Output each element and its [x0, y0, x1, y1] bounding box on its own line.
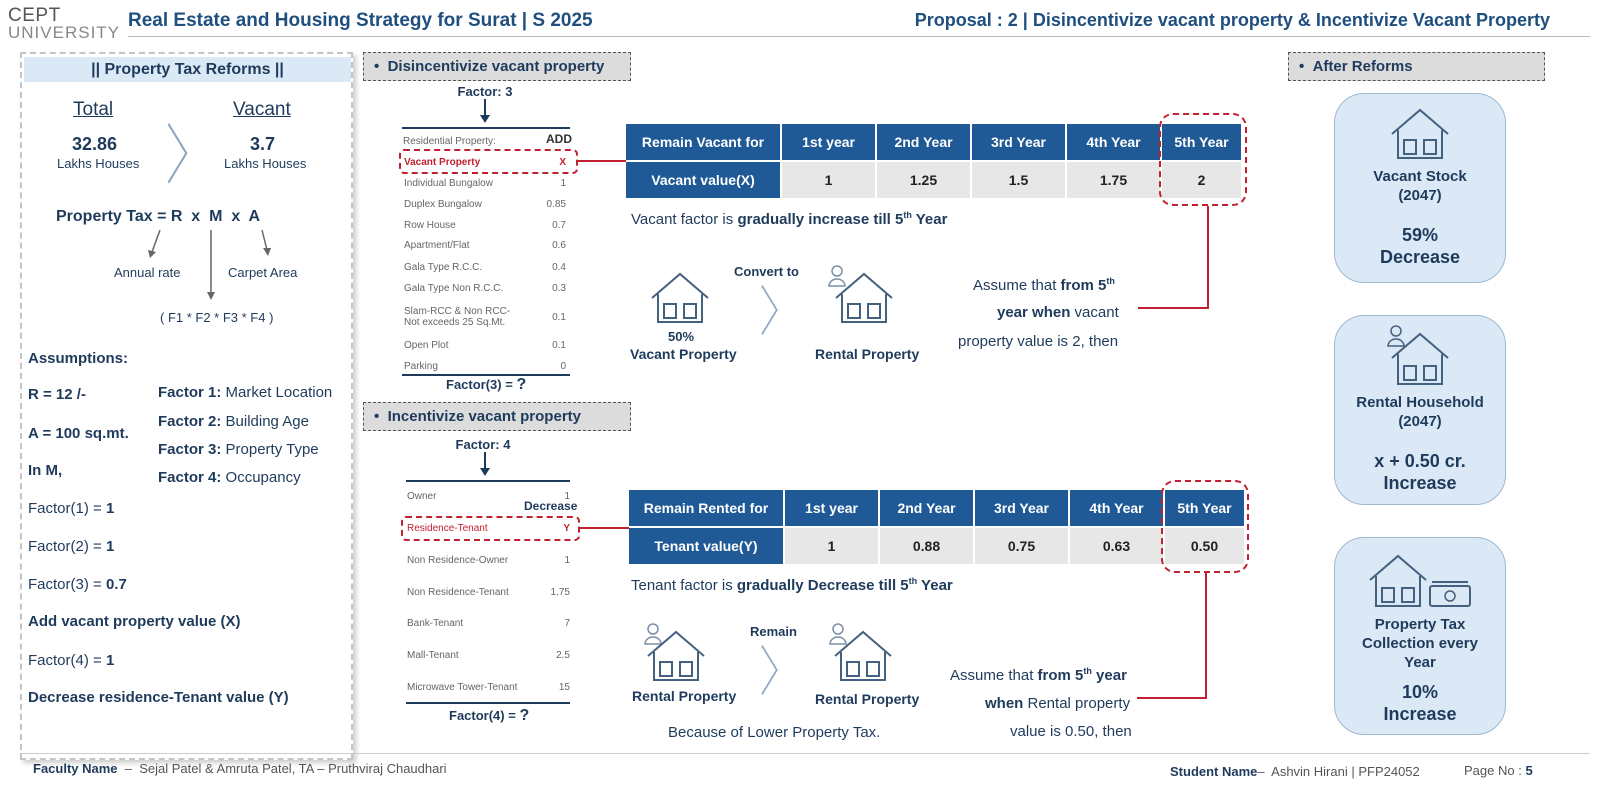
vacant-property-highlight	[399, 149, 578, 174]
table-header-cell: 4th Year	[1070, 490, 1163, 526]
property-type-item	[404, 361, 438, 372]
tenant-house-icon	[1384, 324, 1456, 388]
tenant-factor-note: Tenant factor is gradually Decrease till 5th Year	[631, 576, 953, 594]
rental-property-label: Rental Property	[632, 688, 737, 704]
card-subtitle: (2047)	[1398, 413, 1442, 430]
card-value: x + 0.50 cr.	[1374, 451, 1466, 471]
annual-rate-label: Annual rate	[114, 265, 181, 280]
page-title: Real Estate and Housing Strategy for Surat | S 2025	[128, 10, 593, 31]
house-icon	[648, 270, 712, 326]
card-value-label: Increase	[1383, 473, 1457, 493]
table-cell: 1.25	[877, 162, 970, 198]
because-note: Because of Lower Property Tax.	[668, 724, 881, 741]
assume-line3: value is 0.50, then	[1010, 723, 1132, 740]
tenant-value-table	[627, 488, 1246, 566]
connector-vertical	[1207, 206, 1209, 309]
footer-divider	[20, 753, 1590, 754]
vacant-label: Vacant	[233, 99, 291, 120]
factor3-arrow	[484, 99, 486, 116]
rental-property-label: Rental Property	[815, 691, 920, 707]
factor3-top-rule	[402, 127, 570, 129]
table-cell: 2	[1162, 162, 1241, 198]
year5-highlight	[1161, 480, 1249, 573]
add-vacant-text: Add vacant property value (X)	[28, 613, 241, 630]
disincentivize-section-title: • Disincentivize vacant property	[363, 52, 631, 81]
total-label: Total	[73, 99, 114, 120]
factor3-title: Factor: 3	[457, 84, 513, 99]
factor4-def: Factor 4: Occupancy	[158, 469, 301, 486]
table-cell: 1.5	[972, 162, 1065, 198]
chevron-right-icon: 〉	[760, 641, 799, 704]
header-divider	[128, 36, 1590, 37]
after-reforms-title: • After Reforms	[1288, 52, 1545, 81]
factor3-def: Factor 3: Property Type	[158, 441, 319, 458]
item-value: 0.6	[552, 240, 566, 251]
vacant-value-table	[624, 122, 1243, 200]
occupancy-item-label: Non Residence-Owner	[407, 555, 509, 566]
student-info: Student Name– Ashvin Hirani | PFP24052	[1170, 764, 1420, 779]
item-label-line2: Not exceeds 25 Sq.Mt.	[404, 317, 506, 328]
property-type-item	[404, 283, 503, 294]
table-header-cell: 3rd Year	[972, 124, 1065, 160]
item-label: Duplex Bungalow	[404, 199, 482, 210]
logo-cept: CEPT	[8, 5, 61, 26]
tax-formula: Property Tax = R x M x A	[56, 208, 261, 225]
table-header-cell: 2nd Year	[880, 490, 973, 526]
occupancy-item-label: Microwave Tower-Tenant	[407, 682, 518, 693]
connector-horizontal	[1138, 307, 1209, 309]
occupancy-item-label: Residence-Tenant	[407, 523, 488, 534]
item-value: 0.1	[552, 312, 566, 323]
page-number: Page No : 5	[1464, 763, 1533, 778]
carpet-area-label: Carpet Area	[228, 265, 298, 280]
total-unit: Lakhs Houses	[57, 156, 140, 171]
connector-horizontal	[1137, 697, 1207, 699]
item-label: Row House	[404, 220, 456, 231]
vacant-value: 3.7	[250, 134, 276, 154]
vacant-unit: Lakhs Houses	[224, 156, 307, 171]
property-type-item	[404, 199, 482, 210]
assumption-a: A = 100 sq.mt.	[28, 425, 129, 442]
factor1-def: Factor 1: Market Location	[158, 384, 333, 401]
card-value-label: Increase	[1383, 704, 1457, 724]
residence-tenant-highlight	[401, 516, 580, 541]
item-label: Apartment/Flat	[404, 240, 470, 251]
table-header-cell: 5th Year	[1165, 490, 1244, 526]
card-title: Rental Household	[1356, 394, 1484, 411]
card-value: 59%	[1401, 225, 1439, 245]
table-cell: 1	[782, 162, 875, 198]
factor2-value: Factor(2) = 1	[28, 538, 115, 555]
property-type-item	[404, 262, 482, 273]
item-label: Slam-RCC & Non RCC-	[404, 306, 511, 317]
item-label: Vacant Property	[404, 157, 481, 168]
card-title-line2: Collection every	[1362, 635, 1478, 652]
faculty-info: Faculty Name – Sejal Patel & Amruta Patel, TA – Pruthviraj Chaudhari	[33, 761, 447, 776]
remain-label: Remain	[750, 624, 797, 639]
occupancy-item-value: 1	[564, 491, 570, 502]
table-cell: 1	[785, 528, 878, 564]
item-value: X	[559, 157, 566, 168]
item-value: 1	[560, 178, 566, 189]
add-label: ADD	[546, 132, 572, 146]
rental-household-card	[1334, 315, 1506, 505]
property-tax-card	[1334, 537, 1506, 735]
total-value: 32.86	[72, 134, 118, 154]
factors-formula: ( F1 * F2 * F3 * F4 )	[160, 310, 274, 325]
property-type-item	[404, 220, 456, 231]
table-header-cell: Remain Rented for	[629, 490, 783, 526]
occupancy-item-value: 1	[564, 555, 570, 566]
property-type-item	[404, 240, 470, 251]
table-cell: 1.75	[1067, 162, 1160, 198]
occupancy-item-value: 7	[564, 618, 570, 629]
factor1-value: Factor(1) = 1	[28, 500, 115, 517]
assume-line3: property value is 2, then	[958, 333, 1119, 350]
occupancy-item-value: 15	[558, 682, 570, 693]
decrease-label: Decrease	[524, 499, 578, 513]
assume-line2: year when vacant	[997, 304, 1119, 321]
decrease-tenant-text: Decrease residence-Tenant value (Y)	[28, 689, 289, 706]
assumption-r: R = 12 /-	[28, 386, 86, 403]
occupancy-item-value: 1.75	[550, 587, 570, 598]
occupancy-item-label: Non Residence-Tenant	[407, 587, 509, 598]
property-type-item	[404, 340, 448, 351]
table-cell: 0.88	[880, 528, 973, 564]
card-subtitle: (2047)	[1398, 187, 1442, 204]
occupancy-item-value: Y	[563, 523, 570, 534]
residential-header: Residential Property:	[403, 136, 496, 147]
connector-line	[577, 160, 626, 162]
assume-line2: when Rental property	[985, 695, 1131, 712]
assume-line1: Assume that from 5th year	[950, 666, 1127, 684]
item-value: 0.3	[552, 283, 566, 294]
panel-heading: || Property Tax Reforms ||	[24, 57, 351, 82]
assumptions-heading: Assumptions:	[28, 350, 129, 367]
chevron-right-icon: 〉	[760, 281, 799, 344]
connector-vertical	[1205, 573, 1207, 699]
vacant-stock-card	[1334, 93, 1506, 283]
occupancy-item-label: Mall-Tenant	[407, 650, 459, 661]
table-row-label: Vacant value(X)	[626, 162, 780, 198]
table-cell: 0.50	[1165, 528, 1244, 564]
vacant-percent: 50%	[668, 329, 695, 344]
factor4-arrow	[484, 452, 486, 469]
card-value-label: Decrease	[1379, 247, 1461, 267]
occupancy-item-label: Bank-Tenant	[407, 618, 464, 629]
factor3-arrowhead	[480, 115, 490, 123]
factor4-value: Factor(4) = 1	[28, 652, 115, 669]
house-money-icon	[1366, 550, 1474, 610]
occupancy-item-label: Owner	[407, 491, 437, 502]
house-icon	[1388, 106, 1452, 162]
factor3-value: Factor(3) = 0.7	[28, 576, 127, 593]
item-label: Open Plot	[404, 340, 449, 351]
tenant-house-icon	[640, 622, 710, 684]
table-header-cell: 4th Year	[1067, 124, 1160, 160]
chevron-right-icon: 〉	[166, 117, 212, 193]
item-label: Gala Type R.C.C.	[404, 262, 483, 273]
card-title: Property Tax	[1374, 616, 1466, 633]
item-value: 0.7	[552, 220, 566, 231]
card-title-line3: Year	[1404, 654, 1436, 671]
convert-to-label: Convert to	[734, 264, 799, 279]
factor3-footer: Factor(3) = ?	[446, 376, 527, 393]
item-value: 0	[560, 361, 566, 372]
item-value: 0.85	[546, 199, 566, 210]
item-label: Gala Type Non R.C.C.	[404, 283, 504, 294]
property-type-item	[404, 306, 510, 328]
card-value: 10%	[1401, 682, 1439, 702]
incentivize-section-title: • Incentivize vacant property	[363, 402, 631, 431]
table-header-cell: 3rd Year	[975, 490, 1068, 526]
table-header-cell: Remain Vacant for	[626, 124, 780, 160]
item-label: Individual Bungalow	[404, 178, 493, 189]
vacant-factor-note: Vacant factor is gradually increase till 5th Year	[631, 210, 948, 228]
factor4-top-rule	[406, 480, 570, 482]
table-header-cell: 2nd Year	[877, 124, 970, 160]
item-value: 0.4	[552, 262, 566, 273]
table-cell: 0.63	[1070, 528, 1163, 564]
connector-line	[579, 527, 629, 529]
item-label: Parking	[404, 361, 438, 372]
assume-line1: Assume that from 5th	[973, 276, 1115, 294]
logo-university: UNIVERSITY	[8, 23, 121, 42]
table-row-label: Tenant value(Y)	[629, 528, 783, 564]
proposal-title: Proposal : 2 | Disincentivize vacant property & Incentivize Vacant Property	[914, 10, 1550, 30]
table-cell: 0.75	[975, 528, 1068, 564]
vacant-property-label: Vacant Property	[630, 346, 737, 362]
item-value: 0.1	[552, 340, 566, 351]
factor4-arrowhead	[480, 468, 490, 476]
factor2-def: Factor 2: Building Age	[158, 413, 309, 430]
table-header-cell: 1st year	[782, 124, 875, 160]
factor4-footer: Factor(4) = ?	[449, 707, 530, 724]
card-title: Vacant Stock	[1373, 168, 1467, 185]
year5-highlight	[1159, 113, 1247, 206]
factor4-bottom-rule	[406, 702, 570, 704]
table-header-cell: 1st year	[785, 490, 878, 526]
factor4-title: Factor: 4	[455, 437, 511, 452]
occupancy-item-value: 2.5	[556, 650, 570, 661]
assumption-in-m: In M,	[28, 462, 63, 479]
table-header-cell: 5th Year	[1162, 124, 1241, 160]
property-type-item	[404, 178, 493, 189]
rental-property-label: Rental Property	[815, 346, 920, 362]
tenant-house-icon	[828, 264, 898, 326]
tenant-house-icon	[827, 622, 897, 684]
